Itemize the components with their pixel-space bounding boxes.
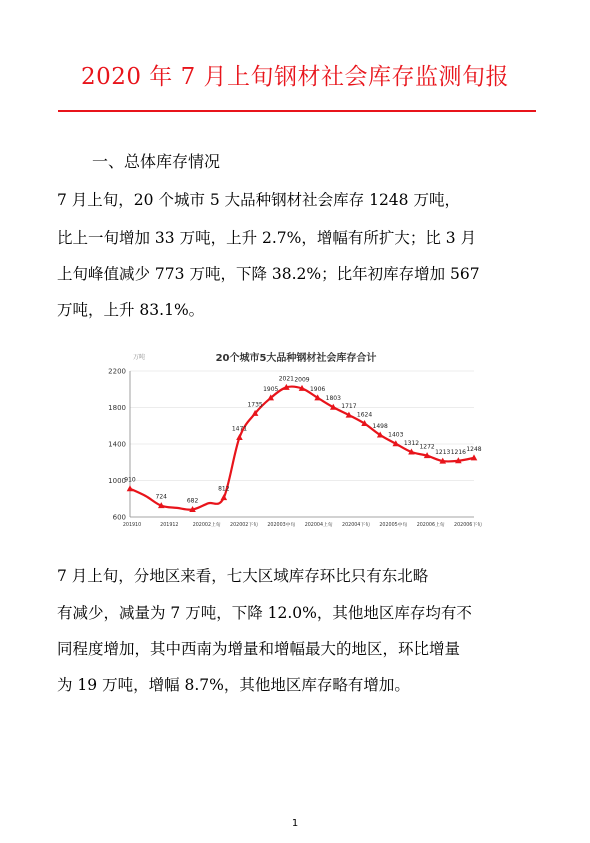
document-title: 2020 年 7 月上旬钢材社会库存监测旬报 (80, 64, 510, 90)
x-tick-label: 202006上旬 (416, 523, 445, 528)
data-labels (124, 375, 482, 504)
data-label: 1803 (325, 395, 341, 403)
data-label: 1403 (388, 431, 404, 439)
data-label: 2009 (294, 376, 310, 384)
data-label: 682 (186, 497, 199, 505)
page-number: 1 (291, 818, 299, 829)
data-label: 1498 (372, 423, 388, 431)
x-tick-label: 202004下旬 (342, 523, 370, 528)
data-label: 1312 (403, 440, 420, 448)
paragraph-1-line-3: 上旬峰值减少 773 万吨，下降 38.2%；比年初库存增加 567 (57, 265, 480, 283)
x-tick-label: 201912 (160, 523, 179, 528)
x-tick-label: 202002上旬 (192, 523, 221, 528)
y-tick-label: 2200 (108, 367, 126, 376)
data-label: 1735 (247, 401, 263, 409)
data-label: 2021 (278, 375, 295, 383)
data-point-marker (236, 434, 243, 440)
title-divider (58, 110, 536, 112)
y-tick-label: 1000 (108, 477, 126, 485)
data-label: 1272 (419, 443, 435, 451)
x-tick-label: 202003中旬 (267, 523, 296, 528)
data-label: 1905 (263, 385, 279, 393)
x-tick-labels (123, 521, 482, 528)
paragraph-2-line-1: 7 月上旬，分地区来看，七大区域库存环比只有东北略 (57, 567, 429, 585)
y-axis-unit: 万吨 (133, 354, 146, 361)
data-label: 1624 (356, 411, 373, 419)
inventory-line-chart (96, 345, 496, 530)
y-tick-labels (108, 368, 126, 522)
y-tick-label: 1400 (108, 440, 126, 449)
y-tick-label: 1800 (108, 404, 126, 412)
data-label: 1216 (450, 448, 467, 456)
data-label: 812 (218, 485, 230, 493)
data-label: 1213 (435, 449, 451, 457)
x-tick-label: 201910 (122, 523, 142, 528)
data-point-marker (221, 494, 228, 500)
section-heading: 一、总体库存情况 (92, 152, 221, 171)
paragraph-1-line-1: 7 月上旬，20 个城市 5 大品种钢材社会库存 1248 万吨， (57, 191, 460, 209)
x-tick-label: 202004上旬 (304, 523, 333, 528)
data-point-marker (127, 485, 134, 491)
data-label: 1471 (231, 425, 248, 433)
paragraph-2-line-2: 有减少，减量为 7 万吨，下降 12.0%，其他地区库存均有不 (57, 604, 472, 622)
chart-title: 20个城市5大品种钢材社会库存合计 (215, 353, 377, 364)
paragraph-1-line-2: 比上一旬增加 33 万吨，上升 2.7%，增幅有所扩大；比 3 月 (57, 229, 477, 247)
paragraph-1-line-4: 万吨，上升 83.1%。 (57, 301, 205, 319)
x-tick-label: 202006下旬 (454, 523, 482, 528)
paragraph-2-line-4: 为 19 万吨，增幅 8.7%，其他地区库存略有增加。 (57, 676, 410, 694)
data-label: 1906 (309, 385, 326, 393)
paragraph-2-line-3: 同程度增加，其中西南为增量和增幅最大的地区，环比增量 (57, 640, 461, 658)
data-label: 1248 (466, 445, 482, 453)
y-tick-label: 600 (112, 513, 126, 522)
data-label: 724 (155, 493, 167, 501)
x-tick-label: 202005中旬 (379, 523, 408, 528)
x-tick-label: 202002下旬 (230, 523, 258, 528)
data-label: 910 (124, 476, 136, 484)
data-label: 1717 (341, 403, 357, 411)
